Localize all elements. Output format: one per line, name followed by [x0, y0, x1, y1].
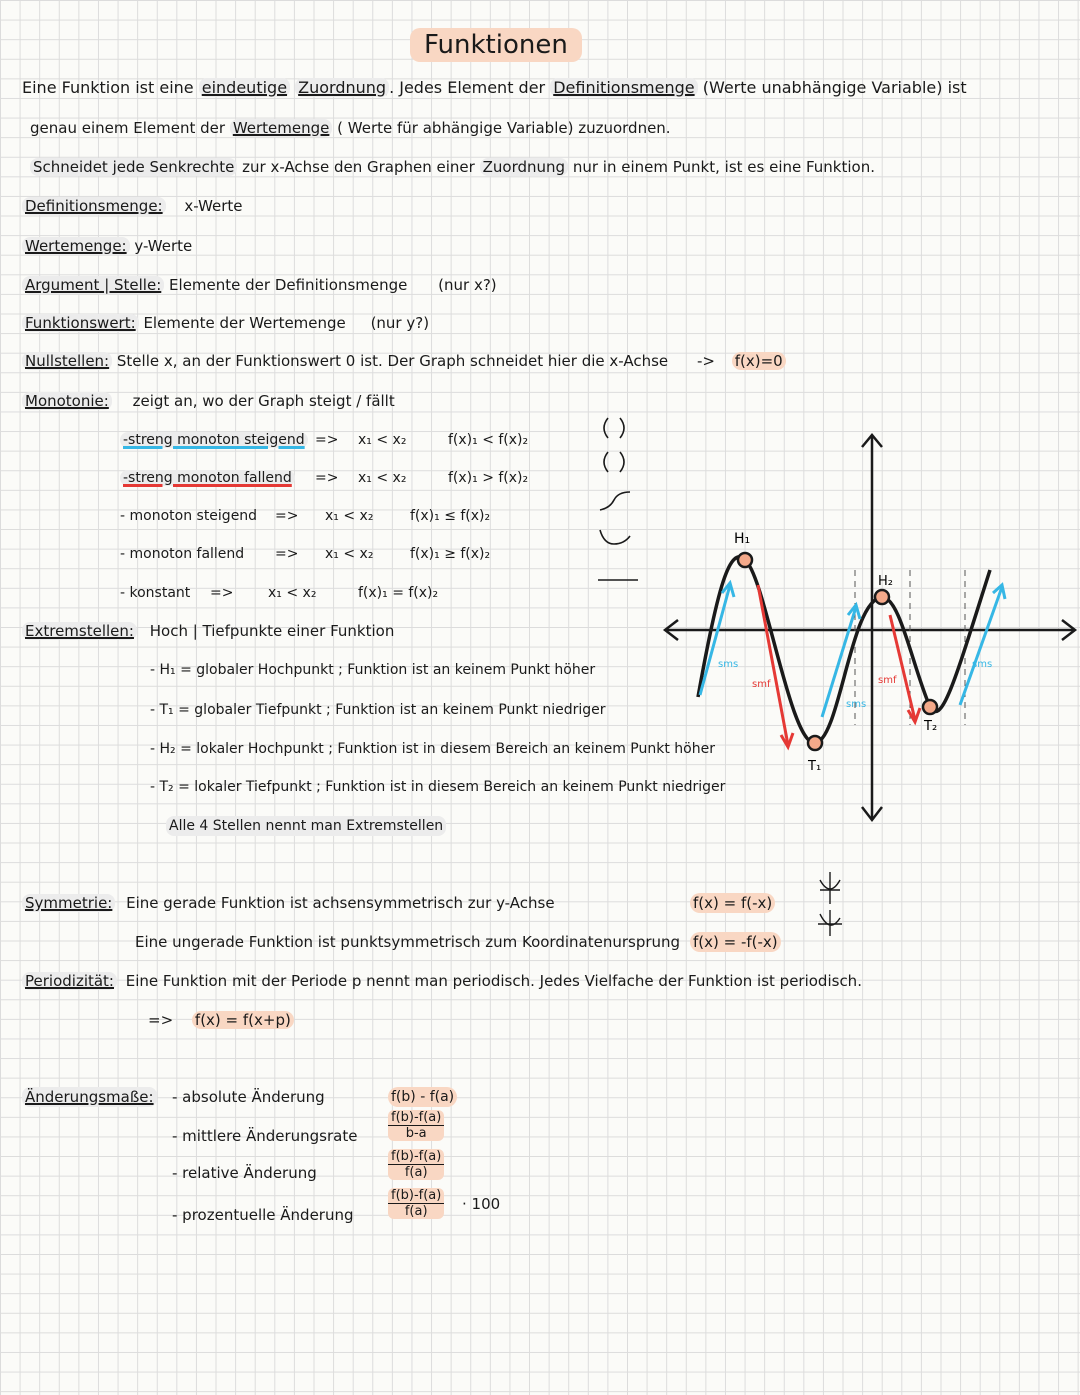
aenderung-item: - absolute Änderung — [172, 1088, 325, 1106]
mono-row: -streng monoton fallend — [120, 468, 295, 488]
symmetry-sketch-icon — [810, 868, 850, 938]
mono-cond: x₁ < x₂ — [325, 546, 374, 562]
aenderung-item: - relative Änderung — [172, 1164, 317, 1182]
mono-cond: x₁ < x₂ — [358, 432, 407, 448]
symbol-steigend — [604, 418, 624, 438]
symmetrie-line-1: Symmetrie: Eine gerade Funktion ist achsensymmetrisch zur y-Achse — [22, 893, 555, 913]
extrem-item: - T₁ = globaler Tiefpunkt ; Funktion ist an keinem Punkt niedriger — [150, 702, 606, 718]
mono-cond: x₁ < x₂ — [268, 585, 317, 601]
formula-absolute: f(b) - f(a) — [388, 1087, 457, 1107]
mono-row: - konstant — [120, 585, 191, 601]
label-sms: sms — [972, 659, 993, 670]
page-title: Funktionen — [410, 28, 582, 62]
symbol-fallend — [604, 452, 624, 472]
def-funktionswert: Funktionswert: Elemente der Wertemenge (nur y?) — [22, 313, 429, 333]
extrem-item: - T₂ = lokaler Tiefpunkt ; Funktion ist in diesem Bereich an keinem Punkt niedriger — [150, 779, 726, 795]
label-h2: H₂ — [878, 574, 893, 589]
point-t2 — [923, 700, 937, 714]
def-wertemenge: Wertemenge: y-Werte — [22, 236, 192, 256]
periodizitaet-line: Periodizität: Eine Funktion mit der Periode p nennt man periodisch. Jedes Vielfache der Funktion ist periodisch. — [22, 971, 862, 991]
symbol-mon-steigend — [600, 492, 630, 510]
sms-arrow — [700, 585, 730, 695]
label-t1: T₁ — [808, 759, 822, 774]
mono-result: f(x)₁ > f(x)₂ — [448, 470, 529, 486]
extrem-summary: Alle 4 Stellen nennt man Extremstellen — [166, 816, 446, 836]
symmetrie-line-2: Eine ungerade Funktion ist punktsymmetrisch zum Koordinatenursprung — [135, 933, 681, 951]
symbol-mon-fallend — [600, 530, 630, 544]
extremstellen-graph — [660, 425, 1080, 825]
monotonie-symbols — [590, 412, 650, 592]
aenderung-item: - mittlere Änderungsrate — [172, 1127, 358, 1145]
label-h1: H₁ — [734, 531, 751, 547]
intro-line-1: Eine Funktion ist eine eindeutige Zuordnung . Jedes Element der Definitionsmenge (Werte unabhängige Variable) ist — [22, 78, 967, 97]
formula-mittlere: $\frac{f(b)-f(a)}{b-a}$ — [388, 1110, 444, 1141]
label-smf: smf — [878, 675, 897, 686]
mono-cond: x₁ < x₂ — [358, 470, 407, 486]
mono-cond: x₁ < x₂ — [325, 508, 374, 524]
periodizitaet-formula-row: => f(x) = f(x+p) — [148, 1010, 294, 1030]
mono-result: f(x)₁ ≤ f(x)₂ — [410, 508, 491, 524]
extrem-item: - H₂ = lokaler Hochpunkt ; Funktion ist in diesem Bereich an keinem Punkt höher — [150, 741, 715, 757]
def-monotonie: Monotonie: zeigt an, wo der Graph steigt / fällt — [22, 391, 395, 411]
extrem-heading: Extremstellen: Hoch | Tiefpunkte einer Funktion — [22, 621, 394, 641]
intro-line-3: Schneidet jede Senkrechte zur x-Achse den Graphen einer Zuordnung nur in einem Punkt, ist es eine Funktion. — [30, 157, 875, 177]
extrem-item: - H₁ = globaler Hochpunkt ; Funktion ist an keinem Punkt höher — [150, 662, 596, 678]
intro-line-2: genau einem Element der Wertemenge ( Werte für abhängige Variable) zuzuordnen. — [30, 119, 671, 137]
aenderung-item: - prozentuelle Änderung — [172, 1206, 354, 1224]
label-smf: smf — [752, 679, 771, 690]
symmetrie-formula-1: f(x) = f(-x) — [690, 893, 775, 913]
point-h2 — [875, 590, 889, 604]
mono-arrow: => — [315, 432, 339, 448]
mono-result: f(x)₁ ≥ f(x)₂ — [410, 546, 491, 562]
mono-result: f(x)₁ = f(x)₂ — [358, 585, 439, 601]
point-h1 — [738, 553, 752, 567]
mono-row: -streng monoton steigend — [120, 430, 308, 450]
mono-result: f(x)₁ < f(x)₂ — [448, 432, 529, 448]
formula-factor: · 100 — [462, 1195, 501, 1213]
def-definitionsmenge: Definitionsmenge: x-Werte — [22, 196, 243, 216]
label-t2: T₂ — [924, 719, 938, 734]
point-t1 — [808, 736, 822, 750]
formula-relative: $\frac{f(b)-f(a)}{f(a)}$ — [388, 1149, 444, 1180]
mono-arrow: => — [210, 585, 234, 601]
mono-row: - monoton steigend — [120, 508, 258, 524]
aenderung-label: Änderungsmaße: — [22, 1087, 157, 1107]
label-sms: sms — [718, 659, 739, 670]
mono-arrow: => — [275, 546, 299, 562]
formula-prozentuell: $\frac{f(b)-f(a)}{f(a)}$ — [388, 1188, 444, 1219]
mono-arrow: => — [275, 508, 299, 524]
label-sms: sms — [846, 699, 867, 710]
def-nullstellen: Nullstellen: Stelle x, an der Funktionswert 0 ist. Der Graph schneidet hier die x-Achse -> f(x)=0 — [22, 351, 786, 371]
mono-row: - monoton fallend — [120, 546, 245, 562]
smf-arrow — [758, 585, 788, 745]
mono-arrow: => — [315, 470, 339, 486]
def-argument: Argument | Stelle: Elemente der Definitionsmenge (nur x?) — [22, 275, 497, 295]
symmetrie-formula-2: f(x) = -f(-x) — [690, 932, 781, 952]
